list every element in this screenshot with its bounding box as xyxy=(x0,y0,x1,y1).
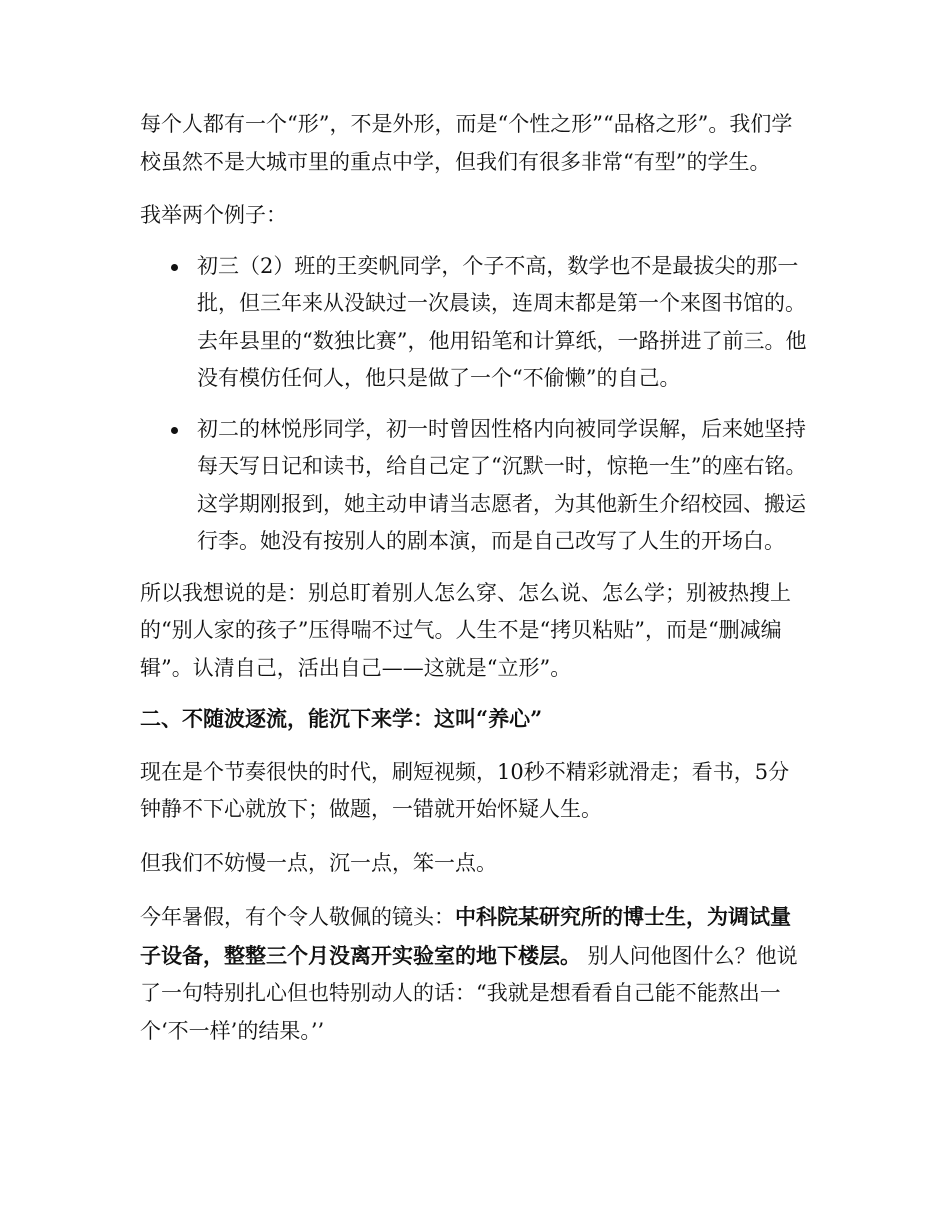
example-text: 初二的林悦彤同学，初一时曾因性格内向被同学误解，后来她坚持每天写日记和读书，给自己定了“沉默一时，惊艳一生”的座右铭。这学期刚报到，她主动申请当志愿者，为其他新生介绍校园、搬运行李。她没有按别人的剧本演，而是自己改写了人生的开场白。 xyxy=(197,416,807,553)
story-tail: 别人问他图什么？他说了一句特别扎心但也特别动人的话：“我就是想看看自己能不能熬出一个‘不一样’的结果。’’ xyxy=(140,943,798,1043)
intro-paragraph: 每个人都有一个“形”，不是外形，而是“个性之形”“品格之形”。我们学校虽然不是大城市里的重点中学，但我们有很多非常“有型”的学生。 xyxy=(140,112,793,174)
examples-intro: 我举两个例子： xyxy=(140,203,287,227)
story-paragraph xyxy=(140,898,810,1050)
section-heading: 二、不随波逐流，能沉下来学：这叫“养心” xyxy=(140,706,543,731)
example-text: 初三（2）班的王奕帆同学，个子不高，数学也不是最拔尖的那一批，但三年来从没缺过一次晨读，连周末都是第一个来图书馆的。去年县里的“数独比赛”，他用铅笔和计算纸，一路拼进了前三。他没有模仿任何人，他只是做了一个“不偷懒”的自己。 xyxy=(197,253,807,390)
section-paragraph: 但我们不妨慢一点，沉一点，笨一点。 xyxy=(140,850,497,875)
story-highlight: 中科院某研究所的博士生，为调试量子设备，整整三个月没离开实验室的地下楼层。 xyxy=(140,904,791,968)
conclusion-paragraph: 所以我想说的是：别总盯着别人怎么穿、怎么说、怎么学；别被热搜上的“别人家的孩子”压得喘不过气。人生不是“拷贝粘贴”，而是“删减编辑”。认清自己，活出自己——这就是“立形”。 xyxy=(140,580,791,680)
list-item xyxy=(140,411,810,561)
story-lead: 今年暑假，有个令人敬佩的镜头： xyxy=(140,905,455,929)
bullet-icon xyxy=(171,264,178,271)
section-paragraph: 现在是个节奏很快的时代，刷短视频，10秒不精彩就滑走；看书，5分钟静不下心就放下；做题，一错就开始怀疑人生。 xyxy=(140,759,790,821)
list-item xyxy=(140,248,810,398)
bullet-icon xyxy=(171,427,178,434)
document-body xyxy=(140,106,810,1050)
examples-list xyxy=(140,248,810,561)
